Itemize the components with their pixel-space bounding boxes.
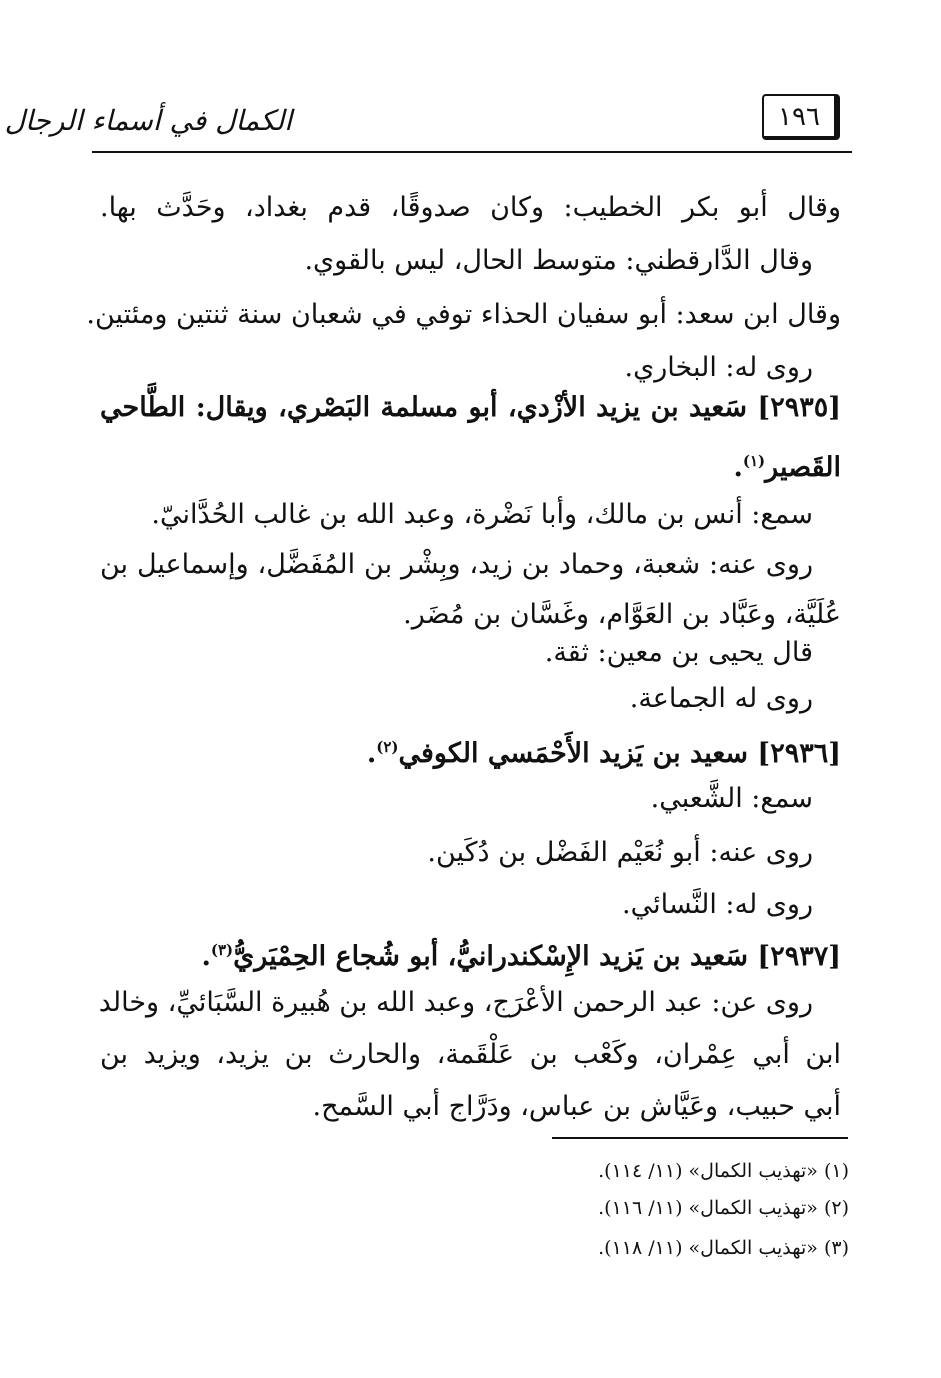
page-number: ١٩٦: [778, 102, 820, 132]
footnote-3: (٣) «تهذيب الكمال» (١١/ ١١٨).: [598, 1237, 849, 1259]
heading-text: القَصير: [765, 452, 841, 483]
text-line: ابن أبي عِمْران، وكَعْب بن عَلْقَمة، والحارث بن يزيد، ويزيد بن: [100, 1039, 841, 1070]
text-line: أبي حبيب، وعَيَّاش بن عباس، ودَرَّاج أبي السَّمح.: [312, 1091, 841, 1122]
entry-heading-2937: [128, 925, 841, 975]
footnote-separator: [552, 1137, 848, 1139]
header-rule: [92, 151, 852, 153]
heading-end: .: [733, 452, 743, 483]
footnote-ref-1: (١): [742, 452, 766, 470]
text-line: قال يحيى بن معين: ثقة.: [544, 637, 813, 668]
footnote-ref-2: (٢): [376, 738, 399, 756]
text-line: وقال الدَّارقطني: متوسط الحال، ليس بالقوي.: [304, 245, 813, 276]
text-line: وقال أبو بكر الخطيب: وكان صدوقًا، قدم بغداد، وحَدَّث بها.: [100, 192, 841, 223]
text-line: روى عنه: شعبة، وحماد بن زيد، وبِشْر بن المُفَضَّل، وإسماعيل بن: [100, 549, 813, 580]
text-line: روى عنه: أبو نُعَيْم الفَضْل بن دُكَين.: [427, 837, 813, 868]
text-line: سمع: أنس بن مالك، وأبا نَضْرة، وعبد الله بن غالب الحُدَّانيّ.: [151, 499, 813, 530]
book-title-calligraphy: الكمال في أسماء الرجال: [4, 104, 292, 137]
footnote-1: (١) «تهذيب الكمال» (١١/ ١١٤).: [598, 1160, 849, 1182]
text-line: عُلَيَّة، وعَبَّاد بن العَوَّام، وغَسَّان بن مُضَر.: [403, 599, 841, 630]
footnote-2: (٢) «تهذيب الكمال» (١١/ ١١٦).: [598, 1197, 849, 1219]
page-number-box: [762, 94, 840, 140]
heading-end: .: [366, 738, 377, 769]
entry-heading-2935-cont: [128, 436, 841, 486]
text-line: روى له الجماعة.: [629, 683, 813, 714]
entry-heading-2936: [128, 722, 841, 772]
text-line: روى له: النَّسائي.: [622, 889, 813, 920]
entry-heading-2935: [٢٩٣٥] سَعيد بن يزيد الأزْدي، أبو مسلمة البَصْري، ويقال: الطَّاحي: [100, 392, 841, 423]
text-line: روى له: البخاري.: [624, 352, 813, 383]
text-line: وقال ابن سعد: أبو سفيان الحذاء توفي في شعبان سنة ثنتين ومئتين.: [86, 299, 841, 330]
heading-end: .: [201, 941, 211, 972]
text-line: روى عن: عبد الرحمن الأعْرَج، وعبد الله بن هُبيرة السَّبَائيِّ، وخالد: [98, 987, 813, 1018]
heading-text: [٢٩٣٧] سَعيد بن يَزيد الإِسْكندرانيُّ، أبو شُجاع الحِمْيَريُّ: [233, 941, 841, 972]
text-line: سمع: الشَّعبي.: [650, 783, 813, 814]
footnote-ref-3: (٣): [210, 941, 234, 959]
heading-text: [٢٩٣٦] سعيد بن يَزيد الأَحْمَسي الكوفي: [398, 738, 841, 769]
